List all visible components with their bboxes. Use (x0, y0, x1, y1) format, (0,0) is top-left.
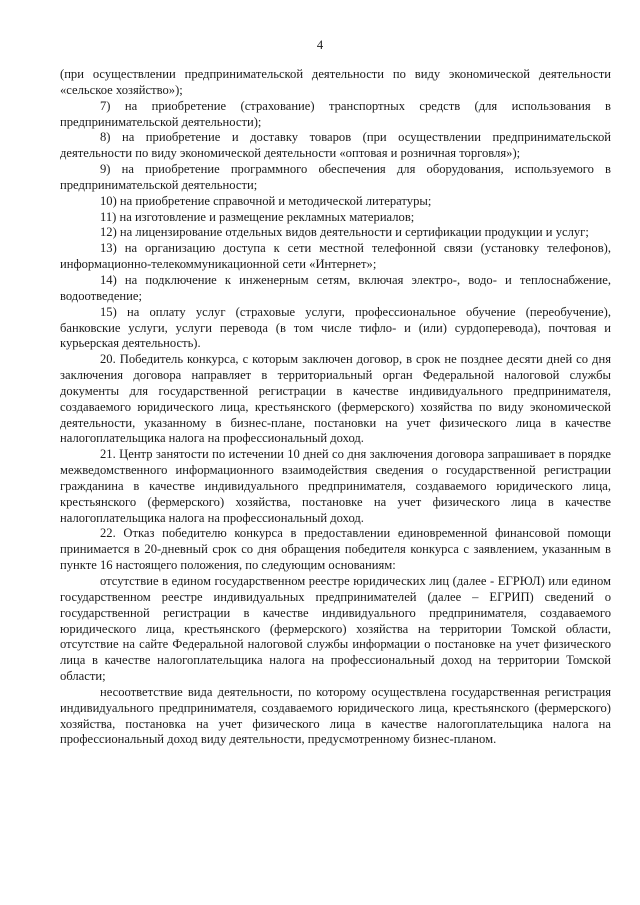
list-item-11: 11) на изготовление и размещение рекламных материалов; (100, 209, 415, 224)
list-item-8: 8) на приобретение и доставку товаров (при осуществлении предпринимательской деятельности по виду экономической деятельности «оптовая и розничная торговля»); (60, 130, 611, 161)
document-body (60, 67, 611, 748)
clause-20: 20. Победитель конкурса, с которым заключен договор, в срок не позднее десяти дней со дня заключения договора направляет в территориальный орган Федеральной налоговой службы документы для государственной регистрации в качестве индивидуального предпринимателя, создаваемого юридического лица, крестьянского (фермерского) хозяйства по виду экономической деятельности, указанному в бизнес-плане, постановки на учет физического лица в качестве налогоплательщика налога на профессиональный доход. (60, 352, 611, 446)
list-item-13: 13) на организацию доступа к сети местной телефонной связи (установку телефонов), информационно-телекоммуникационной сети «Интернет»; (60, 241, 611, 272)
refusal-ground-1: отсутствие в едином государственном реестре юридических лиц (далее - ЕГРЮЛ) или едином государственном реестре индивидуальных предпринимателей (далее – ЕГРИП) сведений о государственной регистрации в качестве индивидуального предпринимателя, создаваемого юридического лица, крестьянского (фермерского) хозяйства на территории Томской области, отсутствие на сайте Федеральной налоговой службы информации о постановке на учет физического лица в качестве налогоплательщика налога на профессиональный доход на территории Томской области; (60, 574, 611, 684)
clause-21: 21. Центр занятости по истечении 10 дней со дня заключения договора запрашивает в порядке межведомственного информационного взаимодействия сведения о государственной регистрации гражданина в качестве индивидуального предпринимателя, создаваемого юридического лица, крестьянского (фермерского) хозяйства, постановке на учет физического лица в качестве налогоплательщика налога на профессиональный доход. (60, 447, 611, 525)
list-item-15: 15) на оплату услуг (страховые услуги, профессиональное обучение (переобучение), банковские услуги, услуги перевода (в том числе тифло- и (или) сурдоперевода), почтовая и курьерская деятельность). (60, 304, 611, 351)
list-item-9: 9) на приобретение программного обеспечения для оборудования, используемого в предпринимательской деятельности; (60, 162, 611, 192)
list-item-12: 12) на лицензирование отдельных видов деятельности и сертификации продукции и услуг; (100, 225, 589, 240)
refusal-ground-2: несоответствие вида деятельности, по которому осуществлена государственная регистрация индивидуального предпринимателя, создаваемого юридического лица, крестьянского (фермерского) хозяйства, постановка на учет физического лица в качестве налогоплательщика налога на профессиональный доход виду деятельности, предусмотренному бизнес-планом. (60, 684, 611, 747)
list-item-14: 14) на подключение к инженерным сетям, включая электро-, водо- и теплоснабжение, водоотведение; (60, 272, 611, 303)
clause-22: 22. Отказ победителю конкурса в предоставлении единовременной финансовой помощи принимается в 20-дневный срок со дня обращения победителя конкурса с заявлением, указанным в пункте 16 настоящего положения, по следующим основаниям: (60, 526, 611, 573)
page-number: 4 (316, 38, 324, 52)
paragraph-continuation: (при осуществлении предпринимательской деятельности по виду экономической деятельности «сельское хозяйство»); (60, 67, 611, 97)
list-item-10: 10) на приобретение справочной и методической литературы; (100, 193, 432, 208)
list-item-7: 7) на приобретение (страхование) транспортных средств (для использования в предпринимательской деятельности); (60, 98, 611, 129)
